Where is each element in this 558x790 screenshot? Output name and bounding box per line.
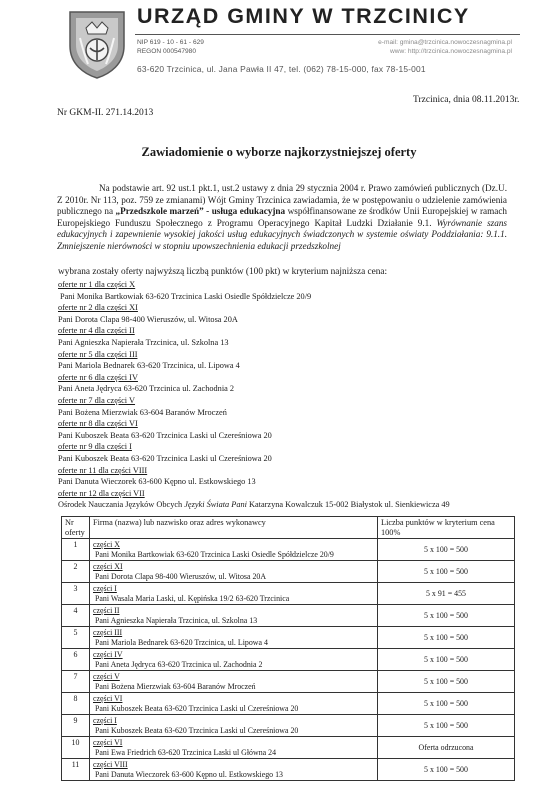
- table-row: [62, 583, 515, 605]
- selected-offers-list: [58, 279, 528, 511]
- header-contractor: Firma (nazwa) lub nazwisko oraz adres wykonawcy: [90, 517, 378, 539]
- score-cell: 5 x 100 = 500: [378, 759, 515, 781]
- contractor-cell: [90, 737, 378, 759]
- contractor-cell: [90, 759, 378, 781]
- part-label: części I: [93, 716, 117, 725]
- offer-number-cell: 2: [62, 561, 90, 583]
- contractor-cell: [90, 605, 378, 627]
- score-cell: 5 x 100 = 500: [378, 539, 515, 561]
- website-text: www: http://trzcinica.nowoczesnagmina.pl: [389, 48, 512, 55]
- email-text: e-mail: gmina@trzcinica.nowoczesnagmina.pl: [378, 39, 512, 46]
- table-row: [62, 561, 515, 583]
- header-offer-number: Nr oferty: [62, 517, 90, 539]
- table-row: [62, 539, 515, 561]
- organization-identifiers: [137, 38, 204, 56]
- part-label: części IV: [93, 650, 123, 659]
- project-name: „Przedszkole marzeń” - usługa edukacyjna: [115, 206, 286, 217]
- score-cell: 5 x 100 = 500: [378, 561, 515, 583]
- offer-heading: oferte nr 5 dla części III: [58, 349, 138, 359]
- offer-contractor: Pani Danuta Wieczorek 63-600 Kępno ul. Estkowskiego 13: [58, 477, 256, 487]
- contractor-name: Pani Agnieszka Napierała Trzcinica, ul. Szkolna 13: [95, 615, 258, 625]
- table-header-row: [62, 517, 515, 539]
- offer-number-cell: 11: [62, 759, 90, 781]
- letterhead-divider: [135, 34, 520, 35]
- nip-number: NIP 619 - 10 - 61 - 629: [137, 39, 204, 46]
- score-cell: 5 x 100 = 500: [378, 693, 515, 715]
- contact-info: [378, 38, 512, 56]
- contractor-name: Pani Wasala Maria Laski, ul. Kępińska 19/2 63-620 Trzcinica: [95, 593, 290, 603]
- organization-title: URZĄD GMINY W TRZCINICY: [137, 4, 470, 28]
- offer-number-cell: 6: [62, 649, 90, 671]
- offer-heading: oferte nr 6 dla części IV: [58, 372, 138, 382]
- offer-contractor: Pani Mariola Bednarek 63-620 Trzcinica, ul. Lipowa 4: [58, 361, 240, 371]
- offer-heading: oferte nr 8 dla części VI: [58, 419, 138, 429]
- table-row: [62, 605, 515, 627]
- table-row: [62, 715, 515, 737]
- reference-number: Nr GKM-II. 271.14.2013: [57, 108, 154, 118]
- address-line: 63-620 Trzcinica, ul. Jana Pawła II 47, tel. (062) 78-15-000, fax 78-15-001: [137, 64, 426, 74]
- table-row: [62, 649, 515, 671]
- date-line: Trzcinica, dnia 08.11.2013r.: [413, 95, 520, 105]
- offer-contractor-prefix: Ośrodek Nauczania Języków Obcych: [58, 500, 185, 510]
- part-label: części XI: [93, 562, 123, 571]
- contractor-name: Pani Ewa Friedrich 63-620 Trzcinica Laski ul Główna 24: [95, 747, 277, 757]
- offer-heading: oferte nr 12 dla części VII: [58, 488, 145, 498]
- contractor-name: Pani Monika Bartkowiak 63-620 Trzcinica Laski Osiedle Spółdzielcze 20/9: [95, 549, 334, 559]
- score-cell: 5 x 100 = 500: [378, 627, 515, 649]
- offer-contractor: Pani Agnieszka Napierała Trzcinica, ul. Szkolna 13: [58, 337, 229, 347]
- offer-contractor: Pani Monika Bartkowiak 63-620 Trzcinica Laski Osiedle Spółdzielcze 20/9: [60, 291, 312, 301]
- score-cell: 5 x 100 = 500: [378, 605, 515, 627]
- contractor-cell: [90, 539, 378, 561]
- contractor-name: Pani Bożena Mierzwiak 63-604 Baranów Mroczeń: [95, 681, 256, 691]
- table-row: [62, 671, 515, 693]
- offer-contractor: Pani Kuboszek Beata 63-620 Trzcinica Laski ul Czereśniowa 20: [58, 430, 272, 440]
- contractor-name: Pani Aneta Jędryca 63-620 Trzcinica ul. Zachodnia 2: [95, 659, 263, 669]
- table-row: [62, 627, 515, 649]
- contractor-cell: [90, 583, 378, 605]
- offer-number-cell: 5: [62, 627, 90, 649]
- offer-heading: oferte nr 11 dla części VIII: [58, 465, 148, 475]
- part-label: części VI: [93, 738, 123, 747]
- offer-heading: oferte nr 9 dla części I: [58, 442, 132, 452]
- contractor-cell: [90, 693, 378, 715]
- part-label: części X: [93, 540, 120, 549]
- table-row: [62, 737, 515, 759]
- offer-number-cell: 3: [62, 583, 90, 605]
- offer-heading: oferte nr 4 dla części II: [58, 326, 135, 336]
- offer-contractor-italic: Języki Świata Pani: [184, 500, 247, 510]
- score-cell: Oferta odrzucona: [378, 737, 515, 759]
- offer-heading: oferte nr 7 dla części V: [58, 395, 136, 405]
- part-label: części I: [93, 584, 117, 593]
- contractor-cell: [90, 715, 378, 737]
- offer-number-cell: 7: [62, 671, 90, 693]
- contractor-cell: [90, 561, 378, 583]
- municipal-coat-of-arms-icon: [66, 8, 128, 80]
- part-label: części VI: [93, 694, 123, 703]
- contractor-cell: [90, 627, 378, 649]
- document-title: Zawiadomienie o wyborze najkorzystniejszej oferty: [141, 145, 417, 159]
- offer-contractor: Pani Dorota Clapa 98-400 Wieruszów, ul. Witosa 20A: [58, 314, 238, 324]
- offer-number-cell: 4: [62, 605, 90, 627]
- offer-contractor: Pani Kuboszek Beata 63-620 Trzcinica Laski ul Czereśniowa 20: [58, 453, 272, 463]
- part-label: części V: [93, 672, 120, 681]
- paragraph-program-italic: Wyrównanie szans edukacyjnych i zapewnienie wysokiej jakości usług edukacyjnych świadczonych w systemie oświaty Poddziałania: 9.1.1. Zmniejszenie nierówności w stopniu upowszechnienia edukacji przedszkolnej: [57, 217, 507, 251]
- contractor-name: Pani Kuboszek Beata 63-620 Trzcinica Laski ul Czereśniowa 20: [95, 725, 299, 735]
- regon-number: REGON 000547980: [137, 48, 197, 55]
- header-score: Liczba punktów w kryterium cena 100%: [378, 517, 515, 539]
- contractor-cell: [90, 649, 378, 671]
- score-cell: 5 x 100 = 500: [378, 715, 515, 737]
- offer-number-cell: 9: [62, 715, 90, 737]
- offers-score-table: [61, 516, 515, 781]
- selection-statement: wybrana zostały oferty najwyższą liczbą punktów (100 pkt) w kryterium najniższa cena:: [58, 267, 388, 277]
- paragraph-funding: współfinansowane ze środków Unii Europejskiej w ramach Europejskiego Funduszu Społecznego z Programu Operacyjnego Kapitał Ludzki Działanie 9.1.: [57, 206, 508, 228]
- score-cell: 5 x 91 = 455: [378, 583, 515, 605]
- paragraph-intro: Na podstawie art. 92 ust.1 pkt.1, ust.2 ustawy z dnia 29 stycznia 2004 r. Prawo zamówień publicznych (Dz.U. Z 2010r. Nr 113, poz. 759 ze zmianami) Wójt Gminy Trzcinica zawiadamia, że w postępowaniu o udzielenie zamówienia publicznego na: [57, 183, 507, 217]
- table-row: [62, 759, 515, 781]
- offer-contractor: Pani Bożena Mierzwiak 63-604 Baranów Mroczeń: [58, 407, 227, 417]
- score-cell: 5 x 100 = 500: [378, 649, 515, 671]
- offer-number-cell: 8: [62, 693, 90, 715]
- part-label: części III: [93, 628, 123, 637]
- offer-heading: oferte nr 1 dla części X: [58, 280, 136, 289]
- part-label: części VIII: [93, 760, 128, 769]
- offer-number-cell: 1: [62, 539, 90, 561]
- contractor-name: Pani Dorota Clapa 98-400 Wieruszów, ul. Witosa 20A: [95, 571, 267, 581]
- contractor-name: Pani Mariola Bednarek 63-620 Trzcinica, ul. Lipowa 4: [95, 637, 268, 647]
- offer-contractor-suffix: Katarzyna Kowalczuk 15-002 Białystok ul. Sienkiewicza 49: [246, 500, 450, 510]
- offer-heading: oferte nr 2 dla części XI: [58, 303, 138, 313]
- contractor-cell: [90, 671, 378, 693]
- table-row: [62, 693, 515, 715]
- offer-number-cell: 10: [62, 737, 90, 759]
- part-label: części II: [93, 606, 120, 615]
- score-cell: 5 x 100 = 500: [378, 671, 515, 693]
- offer-contractor: [58, 499, 528, 511]
- contractor-name: Pani Danuta Wieczorek 63-600 Kępno ul. Estkowskiego 13: [95, 769, 283, 779]
- offer-contractor: Pani Aneta Jędryca 63-620 Trzcinica ul. Zachodnia 2: [58, 384, 235, 394]
- body-paragraph: [57, 183, 507, 253]
- contractor-name: Pani Kuboszek Beata 63-620 Trzcinica Laski ul Czereśniowa 20: [95, 703, 299, 713]
